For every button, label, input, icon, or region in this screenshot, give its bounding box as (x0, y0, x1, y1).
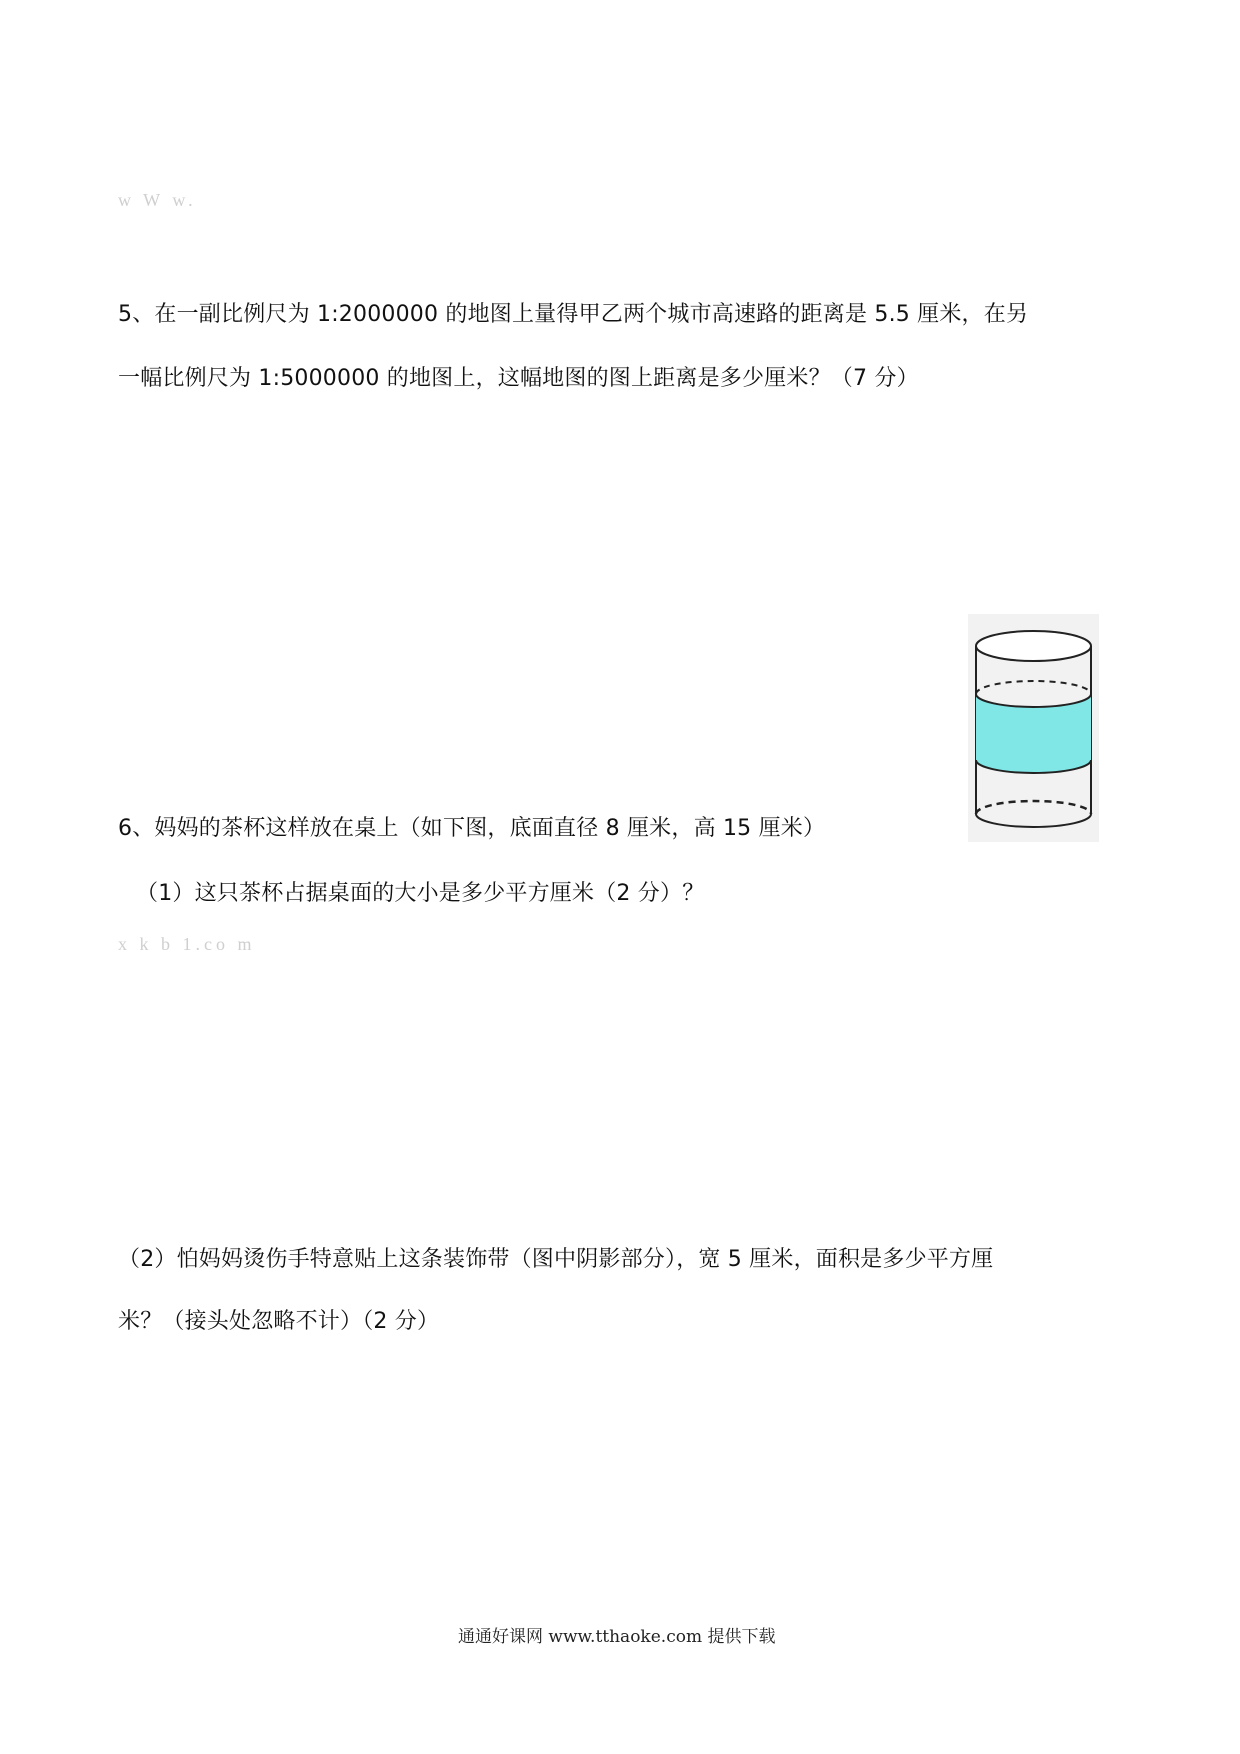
question-5-line-2: 一幅比例尺为 1:5000000 的地图上，这幅地图的图上距离是多少厘米？（7 分） (118, 366, 919, 391)
watermark-middle: x k b 1.co m (118, 934, 256, 954)
watermark-top: w W w. (118, 190, 197, 210)
question-6-part-1: （1）这只茶杯占据桌面的大小是多少平方厘米（2 分）？ (136, 881, 705, 906)
tea-cup-figure (968, 614, 1099, 842)
question-6-stem: 6、妈妈的茶杯这样放在桌上（如下图，底面直径 8 厘米，高 15 厘米） (118, 816, 826, 841)
question-6-part-2-line-2: 米？（接头处忽略不计）（2 分） (118, 1309, 440, 1334)
question-6-part-2-line-1: （2）怕妈妈烫伤手特意贴上这条装饰带（图中阴影部分），宽 5 厘米，面积是多少平方厘 (118, 1247, 994, 1272)
question-5-line-1: 5、在一副比例尺为 1:2000000 的地图上量得甲乙两个城市高速路的距离是 5.5 厘米，在另 (118, 302, 1029, 327)
footer-credit: 通通好课网 www.tthaoke.com 提供下载 (458, 1627, 776, 1647)
